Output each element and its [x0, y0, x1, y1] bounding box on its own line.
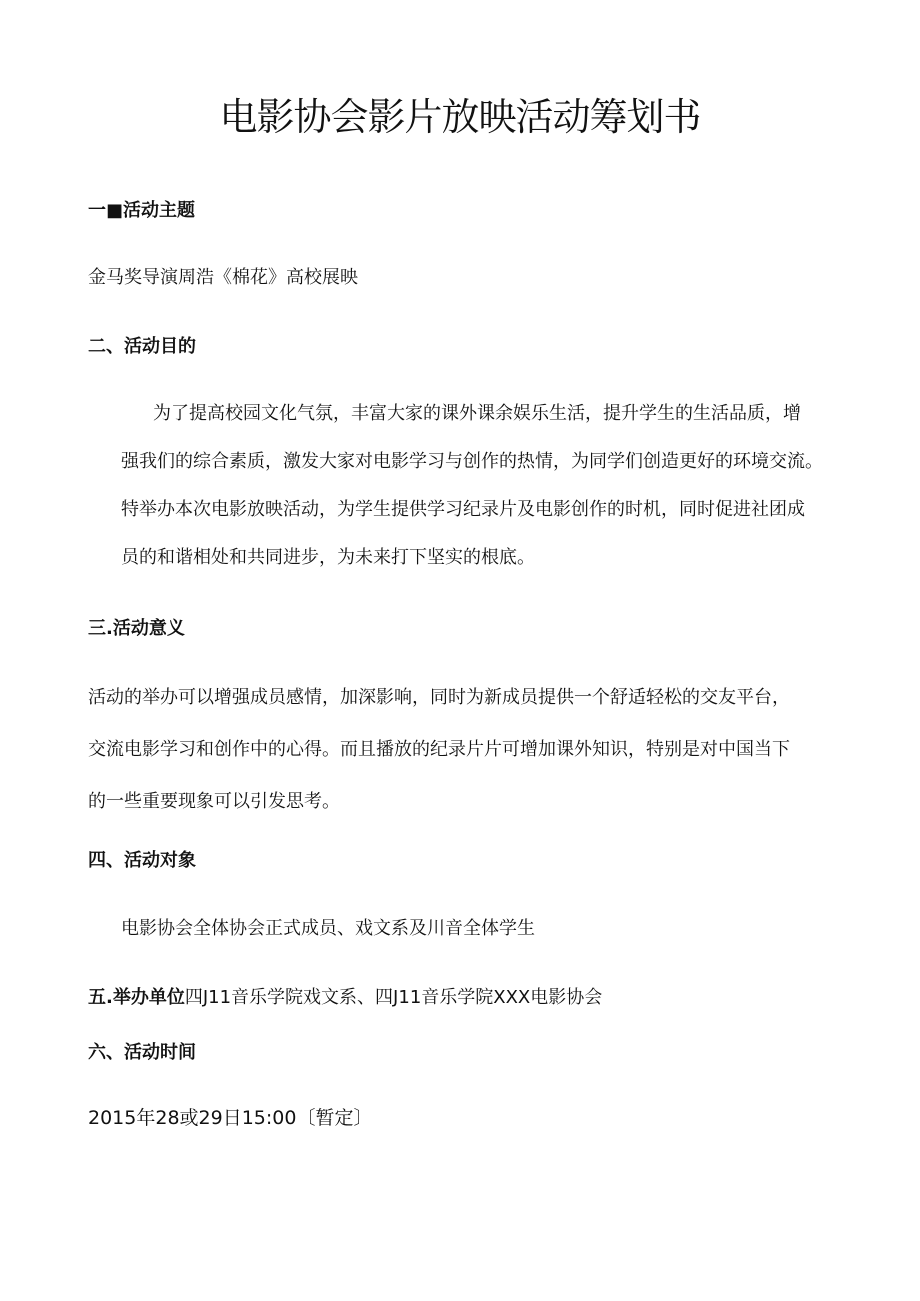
significance-paragraph [88, 672, 790, 828]
section-heading-organizer [88, 985, 602, 1011]
section-heading-theme: 一■活动主题 [88, 200, 196, 221]
purpose-paragraph [121, 390, 823, 582]
time-text: 2015年28或29日15:00〔暂定〕 [88, 1107, 373, 1129]
document-title: 电影协会影片放映活动筹划书 [219, 95, 701, 139]
purpose-line: 强我们的综合素质，激发大家对电影学习与创作的热情，为同学们创造更好的环境交流。 [121, 451, 823, 472]
purpose-line: 员的和谐相处和共同进步，为未来打下坚实的根底。 [121, 547, 535, 568]
section-heading-audience: 四、活动对象 [88, 850, 196, 871]
section-heading-purpose: 二、活动目的 [88, 336, 196, 357]
organizer-label: 五.举办单位 [88, 987, 185, 1008]
audience-text: 电影协会全体协会正式成员、戏文系及川音全体学生 [121, 918, 535, 939]
purpose-line: 特举办本次电影放映活动，为学生提供学习纪录片及电影创作的时机，同时促进社团成 [121, 499, 805, 520]
purpose-line: 为了提高校园文化气氛，丰富大家的课外课余娱乐生活，提升学生的生活品质，增 [153, 403, 801, 424]
significance-line: 的一些重要现象可以引发思考。 [88, 791, 340, 812]
section-heading-time: 六、活动时间 [88, 1042, 196, 1063]
section-heading-significance: 三.活动意义 [88, 618, 185, 639]
theme-text: 金马奖导演周浩《棉花》高校展映 [88, 267, 358, 288]
significance-line: 活动的举办可以增强成员感情，加深影响，同时为新成员提供一个舒适轻松的交友平台， [88, 687, 790, 708]
organizer-text: 四J11音乐学院戏文系、四J11音乐学院XXX电影协会 [184, 987, 603, 1008]
significance-line: 交流电影学习和创作中的心得。而且播放的纪录片片可增加课外知识，特别是对中国当下 [88, 739, 790, 760]
